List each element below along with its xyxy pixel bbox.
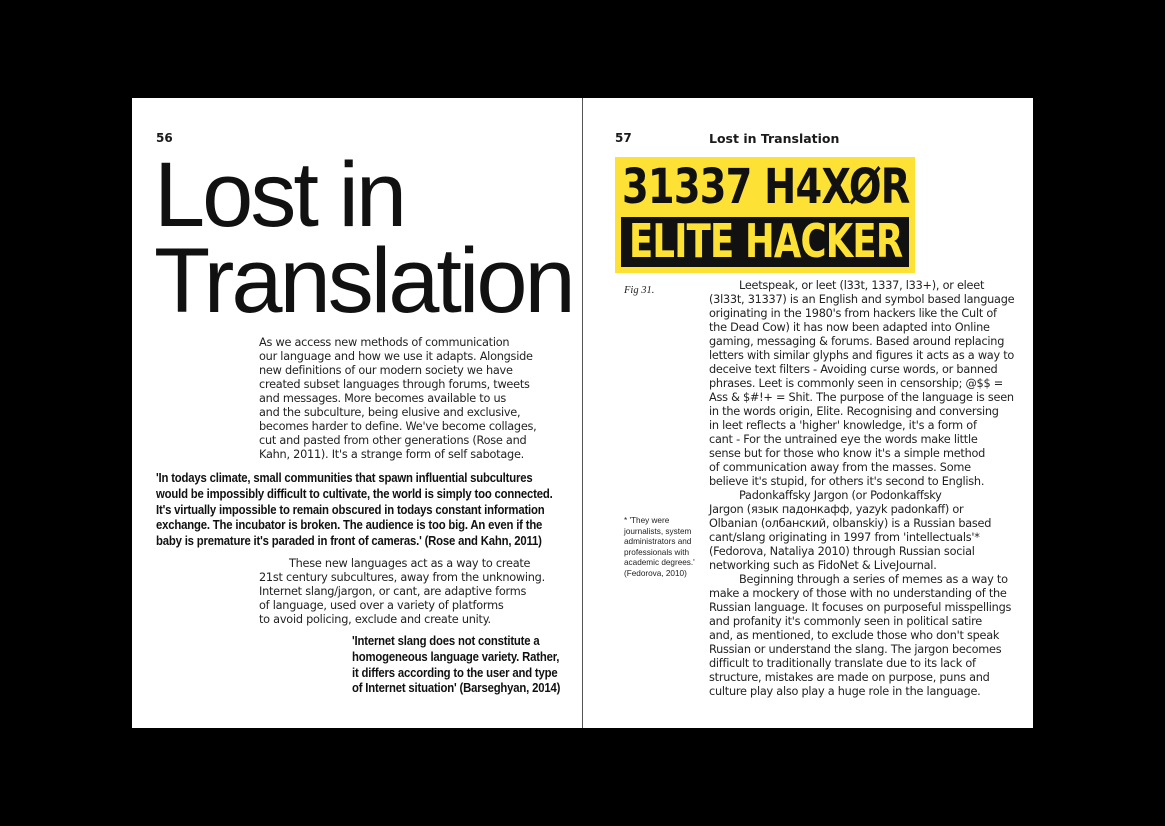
intro-line: and the subculture, being elusive and exclusive, [259,406,521,419]
intro-line: Kahn, 2011). It's a strange form of self sabotage. [259,448,524,461]
quote-line: 'Internet slang does not constitute a [352,634,540,648]
body-line: phrases. Leet is commonly seen in censorship; @$$ = [709,377,1003,390]
intro-line: and messages. More becomes available to us [259,392,507,405]
body-line: 21st century subcultures, away from the unknowing. [259,571,545,584]
quote-line: 'In todays climate, small communities that spawn influential subcultures [156,471,533,485]
figure-caption: Fig 31. [624,285,655,296]
footnote-line: administrators and [624,537,692,546]
page-title [154,144,573,332]
body-line: Russian or understand the slang. The jargon becomes [709,643,1002,656]
footnote-line: journalists, system [624,526,692,536]
banner-elite-text: ELITE HACKER [629,214,903,268]
body-line: sense but for those who know it's a simple method [709,447,986,460]
quote-line: of Internet situation' (Barseghyan, 2014) [352,681,561,696]
body-line: cant/slang originating in 1997 from 'intellectuals'* [709,531,980,544]
intro-line: new definitions of our modern society we have [259,364,513,377]
article-body [709,279,1014,699]
body-line: in the words origin, Elite. Recognising and conversing [709,405,999,418]
body-line: (Fedorova, Nataliya 2010) through Russian social [709,545,975,558]
body-line: networking such as FidoNet & LiveJournal. [709,559,937,572]
title-line: Translation [154,230,573,332]
body-line: cant - For the untrained eye the words make little [709,433,978,446]
body-line: Olbanian (олбанский, olbanskiy) is a Russian based [709,517,992,530]
right-page [583,98,1033,728]
body-paragraph [259,557,545,627]
body-line: culture play also play a huge role in the language. [709,685,981,698]
intro-line: our language and how we use it adapts. Alongside [259,350,533,363]
intro-line: created subset languages through forums, tweets [259,378,530,391]
footnote [624,516,695,579]
body-line: make a mockery of those with no understanding of the [709,587,1007,600]
body-line: (3l33t, 31337) is an English and symbol based language [709,293,1015,306]
left-page [132,98,582,728]
body-line: Internet slang/jargon, or cant, are adaptive forms [259,585,527,598]
intro-line: becomes harder to define. We've become collages, [259,420,537,433]
quote-line: It's virtually impossible to remain obscured in todays constant information [156,502,545,517]
quote-line: exchange. The incubator is broken. The audience is too big. An even if the [156,518,543,533]
intro-line: cut and pasted from other generations (Rose and [259,434,527,447]
body-line: in leet reflects a 'higher' knowledge, it's a form of [709,419,977,432]
footnote-line: * 'They were [624,516,670,525]
body-line: Jargon (язык падонкафф, yazyk padonkaff) or [709,503,964,516]
body-line: structure, mistakes are made on purpose, puns and [709,671,990,684]
pull-quote [156,471,553,550]
body-line: Ass & $#!+ = Shit. The purpose of the language is seen [709,391,1014,404]
quote-line: would be impossibly difficult to cultivate, the world is simply too connected. [156,486,553,501]
body-line: These new languages act as a way to create [289,557,531,570]
footnote-line: professionals with [624,547,690,557]
body-line: to avoid policing, exclude and create unity. [259,613,491,626]
footnote-line: (Fedorova, 2010) [624,568,687,578]
title-line: Lost in [154,144,405,246]
body-line: and profanity it's commonly seen in political satire [709,615,982,628]
body-line: Padonkaffsky Jargon (or Podonkaffsky [739,489,942,502]
banner-leet-text: 31337 H4XØR [622,159,910,215]
body-line: originating in the 1980's from hackers like the Cult of [709,307,997,320]
body-line: believe it's stupid, for others it's second to English. [709,475,985,488]
banner-black-bar [621,214,909,268]
body-line: of language, used over a variety of platforms [259,599,504,612]
intro-line: As we access new methods of communication [259,336,510,349]
body-line: the Dead Cow) it has now been adapted into Online [709,321,990,334]
footnote-line: academic degrees.' [624,558,695,567]
body-line: difficult to traditionally translate due to its lack of [709,657,976,670]
body-line: and, as mentioned, to exclude those who don't speak [709,629,1000,642]
body-line: deceive text filters - Avoiding curse words, or banned [709,363,998,376]
page-number: 56 [156,131,173,145]
body-line: Russian language. It focuses on purposeful misspellings [709,601,1012,614]
pull-quote [352,634,560,697]
body-line: Leetspeak, or leet (l33t, 1337, l33+), or eleet [739,279,985,292]
body-line: Beginning through a series of memes as a way to [739,573,1008,586]
quote-line: it differs according to the user and type [352,665,558,680]
page-number: 57 [615,131,632,145]
magazine-spread [132,98,1033,728]
quote-line: baby is premature it's paraded in front of cameras.' (Rose and Kahn, 2011) [156,534,542,549]
leet-banner-image [615,157,915,273]
intro-paragraph [259,336,537,462]
body-line: gaming, messaging & forums. Based around replacing [709,335,1005,348]
quote-line: homogeneous language variety. Rather, [352,649,560,664]
body-line: letters with similar glyphs and figures it acts as a way to [709,349,1015,362]
running-head: Lost in Translation [709,131,840,146]
body-line: of communication away from the masses. Some [709,461,971,474]
